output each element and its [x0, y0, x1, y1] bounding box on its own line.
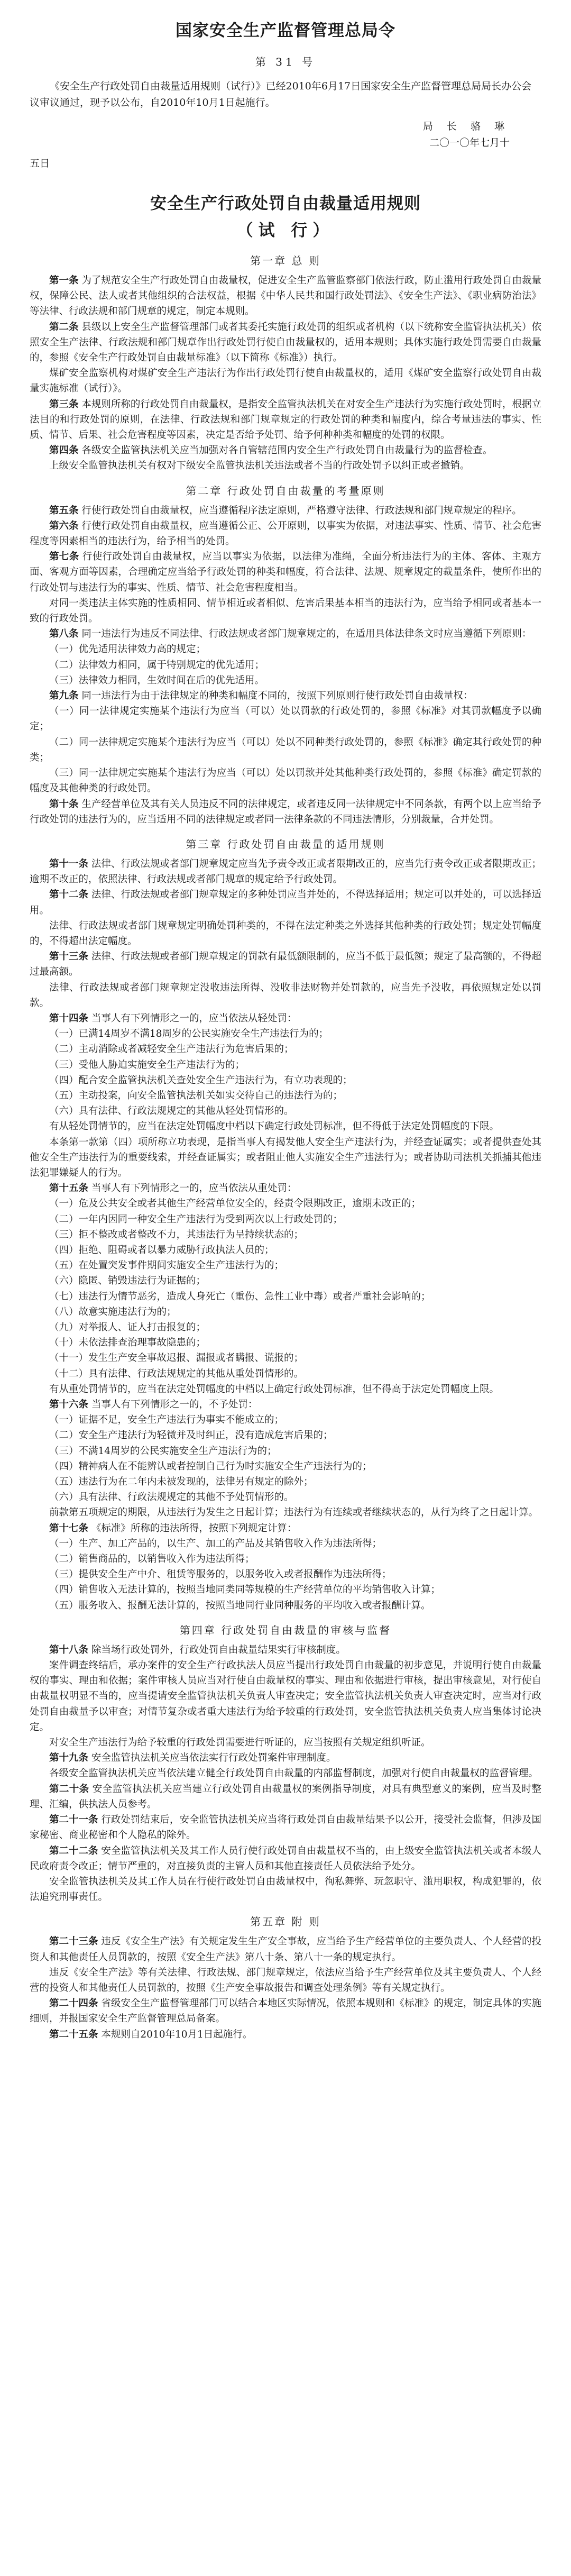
- article-text: （八）故意实施违法行为的；: [49, 1306, 177, 1318]
- clause-paragraph: [30, 1026, 541, 1042]
- article-text: （五）在处置突发事件期间实施安全生产违法行为的；: [49, 1260, 284, 1272]
- clause-paragraph: [30, 1412, 541, 1428]
- clause-paragraph: [30, 1227, 541, 1243]
- intro-paragraph: 《安全生产行政处罚自由裁量适用规则（试行）》已经2010年6月17日国家安全生产监督管理总局局长办公会议审议通过，现予以公布，自2010年10月1日起施行。: [30, 80, 532, 108]
- clause-paragraph: [30, 1320, 541, 1335]
- article-text: （二）一年内因同一种安全生产违法行为受到两次以上行政处罚的；: [49, 1213, 343, 1225]
- clause-paragraph: [30, 1551, 541, 1567]
- article-paragraph: [30, 1642, 541, 1658]
- article-text: 各级安全监管执法机关应当依法建立健全行政处罚自由裁量的内部监督制度，加强对行使自由裁量权的监督管理。: [49, 1768, 539, 1779]
- article-label: 第八条: [49, 628, 79, 640]
- article-text: 行使行政处罚自由裁量权，应当以事实为依据，以法律为准绳，全面分析违法行为的主体、客体、主观方面、客观方面等因素，合理确定应当给予行政处罚的种类和幅度，符合法律、法规、规章规定的裁量条件，使所作出的行政处罚与违法行为的事实、性质、情节、社会危害程度相当。: [30, 551, 541, 593]
- clause-paragraph: [30, 657, 541, 673]
- article-paragraph: [30, 797, 541, 827]
- article-text: （三）同一法律规定实施某个违法行为应当（可以）处以罚款并处其他种类行政处罚的，参照《标准》确定罚款的幅度及其他种类的行政处罚。: [30, 768, 541, 794]
- article-text: （十）未依法排查治理事故隐患的；: [49, 1337, 206, 1349]
- article-text: （一）已满14周岁不满18周岁的公民实施安全生产违法行为的；: [49, 1028, 329, 1040]
- article-text: 法律、行政法规或者部门规章规定明确处罚种类的，不得在法定种类之外选择其他种类的行政处罚；规定处罚幅度的，不得超出法定幅度。: [30, 920, 541, 947]
- article-paragraph: [30, 688, 541, 704]
- article-paragraph: [30, 1812, 541, 1843]
- article-label: 第二十二条: [49, 1845, 98, 1857]
- article-label: 第一条: [49, 275, 79, 286]
- clause-paragraph: [30, 1258, 541, 1273]
- article-text: 有从重处罚情节的，应当在法定处罚幅度的中档以上确定行政处罚标准，但不得高于法定处罚幅度上限。: [49, 1383, 500, 1395]
- article-text: 对同一类违法主体实施的性质相同、情节相近或者相似、危害后果基本相当的违法行为，应当给予相同或者基本一致的行政处罚。: [30, 597, 541, 625]
- clause-paragraph: [30, 1073, 541, 1088]
- chapter-heading: 第一章 总 则: [250, 254, 321, 267]
- article-label: 第十五条: [49, 1183, 89, 1194]
- article-paragraph: [30, 1397, 541, 1412]
- clause-paragraph: [30, 366, 541, 396]
- article-label: 第十一条: [49, 858, 89, 870]
- article-label: 第四条: [49, 445, 79, 456]
- article-text: （四）配合安全监管执法机关查处安全生产违法行为，有立功表现的；: [49, 1074, 353, 1086]
- article-paragraph: [30, 1782, 541, 1812]
- clause-paragraph: [30, 673, 541, 688]
- article-paragraph: [30, 887, 541, 918]
- clause-paragraph: [30, 1658, 541, 1735]
- article-text: 案件调查终结后，承办案件的安全生产行政执法人员应当提出行政处罚自由裁量的初步意见，并说明行使自由裁量权的事实、理由和依据；案件审核人员应当对行使自由裁量权的事实、理由和依据进行审核，提出审核意见，对行使自由裁量权明显不当的，应当提请安全监管执法机关负责人审查决定；安全监管执法机关负责人审查决定时，应当对行政处罚自由裁量予以审查；对情节复杂或者重大违法行为给予较重的行政处罚，安全监管执法机关负责人应当集体讨论决定。: [30, 1660, 541, 1733]
- article-paragraph: [30, 1750, 541, 1766]
- article-label: 第六条: [49, 520, 79, 532]
- article-text: 为了规范安全生产行政处罚自由裁量权，促进安全生产监管监察部门依法行政，防止滥用行政处罚自由裁量权，保障公民、法人或者其他组织的合法权益，根据《中华人民共和国行政处罚法》、《安全生产法》、《职业病防治法》等法律、行政法规和部门规章的规定，制定本规则。: [30, 275, 541, 317]
- clause-paragraph: [30, 1874, 541, 1905]
- article-text: 本规则所称的行政处罚自由裁量权，是指安全监管执法机关在对安全生产违法行为实施行政处罚时，根据立法目的和行政处罚的原则，在法律、行政法规和部门规章规定的行政处罚的种类和幅度内，综合考量违法的事实、性质、情节、后果、社会危害程度等因素，决定是否给予处罚、给予何种种类和幅度的处罚的权限。: [30, 398, 541, 441]
- article-label: 第十八条: [49, 1644, 89, 1656]
- article-text: 县级以上安全生产监督管理部门或者其委托实施行政处罚的组织或者机构（以下统称安全监管执法机关）依照安全生产法律、行政法规和部门规章作出行政处罚行使自由裁量权的，适用本规则；具体实施行政处罚需要自由裁量的，参照《安全生产行政处罚自由裁量标准》（以下简称《标准》）执行。: [30, 321, 541, 364]
- article-text: （六）具有法律、行政法规规定的其他不予处罚情形的。: [49, 1492, 294, 1503]
- clause-paragraph: [30, 1289, 541, 1304]
- article-paragraph: [30, 549, 541, 596]
- article-label: 第七条: [49, 551, 79, 563]
- chapter-heading: 第二章 行政处罚自由裁量的考量原则: [186, 484, 385, 497]
- clause-paragraph: [30, 1304, 541, 1320]
- article-text: （二）安全生产违法行为轻微并及时纠正，没有造成危害后果的；: [49, 1430, 333, 1441]
- article-text: （一）同一法律规定实施某个违法行为应当（可以）处以罚款的行政处罚的，参照《标准》对其罚款幅度予以确定；: [30, 706, 541, 733]
- article-label: 第十二条: [49, 889, 89, 901]
- article-label: 第五条: [49, 505, 79, 516]
- article-text: （十一）发生生产安全事故迟报、漏报或者瞒报、谎报的；: [49, 1353, 304, 1364]
- article-paragraph: [30, 319, 541, 366]
- article-label: 第十三条: [49, 951, 89, 963]
- article-text: （二）销售商品的，以销售收入作为违法所得；: [49, 1554, 255, 1565]
- article-text: 安全监管执法机关及其工作人员在行使行政处罚自由裁量权中，徇私舞弊、玩忽职守、滥用职权，构成犯罪的，依法追究刑事责任。: [30, 1876, 541, 1903]
- article-text: 法律、行政法规或者部门规章规定的多种处罚应当并处的，不得选择适用；规定可以并处的，可以选择适用。: [30, 889, 541, 916]
- article-text: （三）受他人胁迫实施安全生产违法行为的；: [49, 1059, 245, 1071]
- article-text: 除当场行政处罚外，行政处罚自由裁量结果实行审核制度。: [91, 1644, 346, 1656]
- article-text: 当事人有下列情形之一的，应当依法从轻处罚：: [91, 1012, 297, 1024]
- article-paragraph: [30, 1181, 541, 1196]
- clause-paragraph: [30, 1212, 541, 1227]
- article-text: （四）拒绝、阻碍或者以暴力威胁行政执法人员的；: [49, 1244, 274, 1256]
- article-text: 有从轻处罚情节的，应当在法定处罚幅度中档以下确定行政处罚标准，但不得低于法定处罚幅度的下限。: [49, 1121, 500, 1132]
- article-paragraph: [30, 273, 541, 319]
- article-text: 上级安全监管执法机关有权对下级安全监管执法机关违法或者不当的行政处罚予以纠正或者撤销。: [49, 460, 470, 472]
- article-paragraph: [30, 518, 541, 549]
- clause-paragraph: [30, 1350, 541, 1366]
- clause-paragraph: [30, 1536, 541, 1551]
- clause-paragraph: [30, 1382, 541, 1397]
- article-text: 本规则自2010年10月1日起施行。: [101, 2029, 253, 2040]
- article-text: （一）危及公共安全或者其他生产经营单位安全的，经责令限期改正，逾期未改正的；: [49, 1198, 421, 1210]
- article-text: （二）法律效力相同，属于特别规定的优先适用；: [49, 659, 265, 671]
- article-paragraph: [30, 1843, 541, 1874]
- article-text: （四）销售收入无法计算的，按照当地同类同等规模的生产经营单位的平均销售收入计算；: [49, 1584, 441, 1596]
- article-paragraph: [30, 1996, 541, 2026]
- article-label: 第九条: [49, 690, 79, 702]
- clause-paragraph: [30, 1088, 541, 1103]
- article-text: （二）同一法律规定实施某个违法行为应当（可以）处以不同种类行政处罚的，参照《标准》确定其行政处罚的种类；: [30, 736, 541, 763]
- article-text: 安全监管执法机关应当建立行政处罚自由裁量权的案例指导制度，对具有典型意义的案例，应当及时整理、汇编，供执法人员参考。: [30, 1783, 541, 1810]
- article-paragraph: [30, 2027, 541, 2042]
- clause-paragraph: [30, 458, 541, 473]
- article-text: （九）对举报人、证人打击报复的；: [49, 1322, 206, 1333]
- article-text: 前款第五项规定的期限，从违法行为发生之日起计算；违法行为有连续或者继续状态的，从行为终了之日起计算。: [49, 1507, 539, 1519]
- article-paragraph: [30, 443, 541, 458]
- clause-paragraph: [30, 1505, 541, 1520]
- signature-date-continued: 五日: [30, 158, 50, 169]
- signatory-name: 局 长 骆 琳: [422, 121, 510, 132]
- order-title: 国家安全生产监督管理总局令: [176, 21, 395, 40]
- clause-paragraph: [30, 1474, 541, 1490]
- article-label: 第二十五条: [49, 2029, 98, 2040]
- article-paragraph: [30, 397, 541, 443]
- article-text: 对安全生产违法行为给予较重的行政处罚需要进行听证的，应当按照有关规定组织听证。: [49, 1737, 431, 1749]
- clause-paragraph: [30, 735, 541, 765]
- article-paragraph: [30, 626, 541, 642]
- clause-paragraph: [30, 765, 541, 796]
- clause-paragraph: [30, 1766, 541, 1781]
- article-text: 生产经营单位及其有关人员违反不同的法律规定，或者违反同一法律规定中不同条款，有两个以上应当给予行政处罚的违法行为的，应当适用不同的法律规定或者同一法律条款的不同违法情形，分别裁量，合并处罚。: [30, 798, 541, 825]
- article-text: （六）具有法律、行政法规规定的其他从轻处罚情形的。: [49, 1106, 294, 1117]
- article-text: （三）拒不整改或者整改不力，其违法行为呈持续状态的；: [49, 1229, 304, 1240]
- article-text: （三）提供安全生产中介、租赁等服务的，以服务收入或者报酬作为违法所得；: [49, 1569, 392, 1581]
- article-text: 当事人有下列情形之一的，应当依法从重处罚：: [91, 1183, 297, 1194]
- article-text: 安全监管执法机关应当依法实行行政处罚案件审理制度。: [91, 1752, 336, 1764]
- clause-paragraph: [30, 1103, 541, 1119]
- clause-paragraph: [30, 1459, 541, 1474]
- article-text: （一）证据不足，安全生产违法行为事实不能成立的；: [49, 1414, 284, 1426]
- clause-paragraph: [30, 1119, 541, 1134]
- order-number: 第 31 号: [255, 56, 316, 68]
- article-text: 同一违法行为违反不同法律、行政法规或者部门规章规定的，在适用具体法律条文时应当遵循下列原则：: [81, 628, 532, 640]
- article-text: （四）精神病人在不能辨认或者控制自己行为时实施安全生产违法行为的；: [49, 1460, 372, 1472]
- clause-paragraph: [30, 1735, 541, 1750]
- clause-paragraph: [30, 918, 541, 949]
- clause-paragraph: [30, 1444, 541, 1459]
- clause-paragraph: [30, 1135, 541, 1181]
- article-text: 同一违法行为由于法律规定的种类和幅度不同的，按照下列原则行使行政处罚自由裁量权：: [81, 690, 473, 702]
- article-text: 安全监管执法机关及其工作人员行使行政处罚自由裁量权不当的，由上级安全监管执法机关或者本级人民政府责令改正；情节严重的，对直接负责的主管人员和其他直接责任人员依法给予处分。: [30, 1845, 541, 1872]
- article-text: 违反《安全生产法》等有关法律、行政法规、部门规章规定，依法应当给予生产经营单位及其主要负责人、个人经营的投资人和其他责任人员罚款的，按照《生产安全事故报告和调查处理条例》等有关规定执行。: [30, 1967, 541, 1994]
- article-text: 省级安全生产监督管理部门可以结合本地区实际情况，依照本规则和《标准》的规定，制定具体的实施细则，并报国家安全生产监督管理总局备案。: [30, 1998, 541, 2025]
- chapter-heading: 第三章 行政处罚自由裁量的适用规则: [186, 837, 385, 851]
- clause-paragraph: [30, 1582, 541, 1597]
- article-text: （五）服务收入、报酬无法计算的，按照当地同行业同种服务的平均收入或者报酬计算。: [49, 1600, 431, 1611]
- chapter-heading: 第四章 行政处罚自由裁量的审核与监督: [179, 1623, 392, 1637]
- clause-paragraph: [30, 980, 541, 1011]
- article-text: （三）法律效力相同，生效时间在后的优先适用。: [49, 674, 265, 686]
- article-label: 第十九条: [49, 1752, 89, 1764]
- article-text: （二）主动消除或者减轻安全生产违法行为危害后果的；: [49, 1044, 294, 1055]
- clause-paragraph: [30, 1057, 541, 1073]
- article-text: 法律、行政法规或者部门规章规定的罚款有最低额限制的，应当不低于最低额；规定了最高额的，不得超过最高额。: [30, 951, 541, 978]
- article-paragraph: [30, 1011, 541, 1026]
- article-paragraph: [30, 503, 541, 518]
- article-label: 第十六条: [49, 1399, 89, 1411]
- article-text: （十二）具有法律、行政法规规定的其他从重处罚情形的。: [49, 1368, 304, 1380]
- clause-paragraph: [30, 1196, 541, 1211]
- clause-paragraph: [30, 704, 541, 734]
- regulation-title: 安全生产行政处罚自由裁量适用规则: [150, 194, 421, 213]
- article-text: （三）不满14周岁的公民实施安全生产违法行为的；: [49, 1445, 277, 1457]
- clause-paragraph: [30, 1490, 541, 1505]
- article-text: 违反《安全生产法》有关规定发生生产安全事故，应当给予生产经营单位的主要负责人、个人经营的投资人和其他责任人员罚款的，按照《安全生产法》第八十条、第八十一条的规定执行。: [30, 1936, 541, 1963]
- clause-paragraph: [30, 1598, 541, 1613]
- signature-date: 二〇一〇年七月十: [429, 137, 510, 149]
- article-text: 法律、行政法规或者部门规章规定应当先予责令改正或者限期改正的，应当先行责令改正或者限期改正；逾期不改正的，依照法律、行政法规或者部门规章的规定给予行政处罚。: [30, 858, 541, 885]
- article-text: 当事人有下列情形之一的，不予处罚：: [91, 1399, 258, 1411]
- signature-block: [30, 118, 510, 151]
- article-text: 煤矿安全监察机构对煤矿安全生产违法行为作出行政处罚行使自由裁量权的，适用《煤矿安全监察行政处罚自由裁量实施标准（试行）》。: [30, 368, 541, 395]
- clause-paragraph: [30, 596, 541, 626]
- article-text: 本条第一款第（四）项所称立功表现，是指当事人有揭发他人安全生产违法行为，并经查证属实；或者提供查处其他安全生产违法行为的重要线索，并经查证属实；或者阻止他人实施安全生产违法行为；或者协助司法机关抓捕其他违法犯罪嫌疑人的行为。: [30, 1136, 541, 1179]
- article-label: 第十七条: [49, 1522, 89, 1534]
- clause-paragraph: [30, 642, 541, 657]
- article-label: 第二十三条: [49, 1936, 98, 1948]
- clause-paragraph: [30, 1567, 541, 1582]
- clause-paragraph: [30, 1965, 541, 1996]
- article-paragraph: [30, 949, 541, 980]
- chapter-section: [30, 482, 541, 827]
- clause-paragraph: [30, 1042, 541, 1057]
- article-text: 《标准》所称的违法所得，按照下列规定计算：: [91, 1522, 297, 1534]
- article-text: （五）违法行为在二年内未被发现的，法律另有规定的除外；: [49, 1476, 314, 1488]
- chapter-section: [30, 1622, 541, 1905]
- clause-paragraph: [30, 1273, 541, 1289]
- clause-paragraph: [30, 1243, 541, 1258]
- clause-paragraph: [30, 1335, 541, 1350]
- article-text: 行政处罚结束后，安全监管执法机关应当将行政处罚自由裁量结果予以公开，接受社会监督，但涉及国家秘密、商业秘密和个人隐私的除外。: [30, 1814, 541, 1841]
- regulation-subtitle: （试 行）: [236, 221, 335, 240]
- clause-paragraph: [30, 1428, 541, 1443]
- article-text: 法律、行政法规或者部门规章规定没收违法所得、没收非法财物并处罚款的，应当先予没收，再依照规定处以罚款。: [30, 982, 541, 1009]
- chapter-section: [30, 252, 541, 474]
- article-text: （一）优先适用法律效力高的规定；: [49, 644, 206, 655]
- article-paragraph: [30, 1934, 541, 1965]
- chapter-section: [30, 836, 541, 1613]
- article-text: （六）隐匿、销毁违法行为证据的；: [49, 1275, 206, 1287]
- regulation-body: [30, 252, 541, 2042]
- article-text: 行使行政处罚自由裁量权，应当遵循公正、公开原则，以事实为依据，对违法事实、性质、情节、社会危害程度等因素相当的违法行为，给予相当的处罚。: [30, 520, 541, 547]
- article-label: 第十四条: [49, 1012, 89, 1024]
- article-text: （一）生产、加工产品的，以生产、加工的产品及其销售收入作为违法所得；: [49, 1538, 382, 1549]
- article-paragraph: [30, 856, 541, 887]
- clause-paragraph: [30, 1366, 541, 1382]
- article-paragraph: [30, 1521, 541, 1536]
- chapter-heading: 第五章 附 则: [250, 1915, 321, 1929]
- article-label: 第二十四条: [49, 1998, 98, 2009]
- article-label: 第十条: [49, 798, 79, 810]
- article-label: 第二十条: [49, 1783, 89, 1795]
- article-text: 各级安全监管执法机关应当加强对各自管辖范围内安全生产行政处罚自由裁量行为的监督检查。: [81, 445, 493, 456]
- article-text: （七）违法行为情节恶劣，造成人身死亡（重伤、急性工业中毒）或者严重社会影响的；: [49, 1291, 431, 1302]
- chapter-section: [30, 1913, 541, 2042]
- article-text: 行使行政处罚自由裁量权，应当遵循程序法定原则，严格遵守法律、行政法规和部门规章规定的程序。: [81, 505, 522, 516]
- article-text: （五）主动投案，向安全监管执法机关如实交待自己的违法行为的；: [49, 1090, 343, 1101]
- article-label: 第三条: [49, 398, 79, 410]
- article-label: 第二条: [49, 321, 79, 333]
- article-label: 第二十一条: [49, 1814, 98, 1826]
